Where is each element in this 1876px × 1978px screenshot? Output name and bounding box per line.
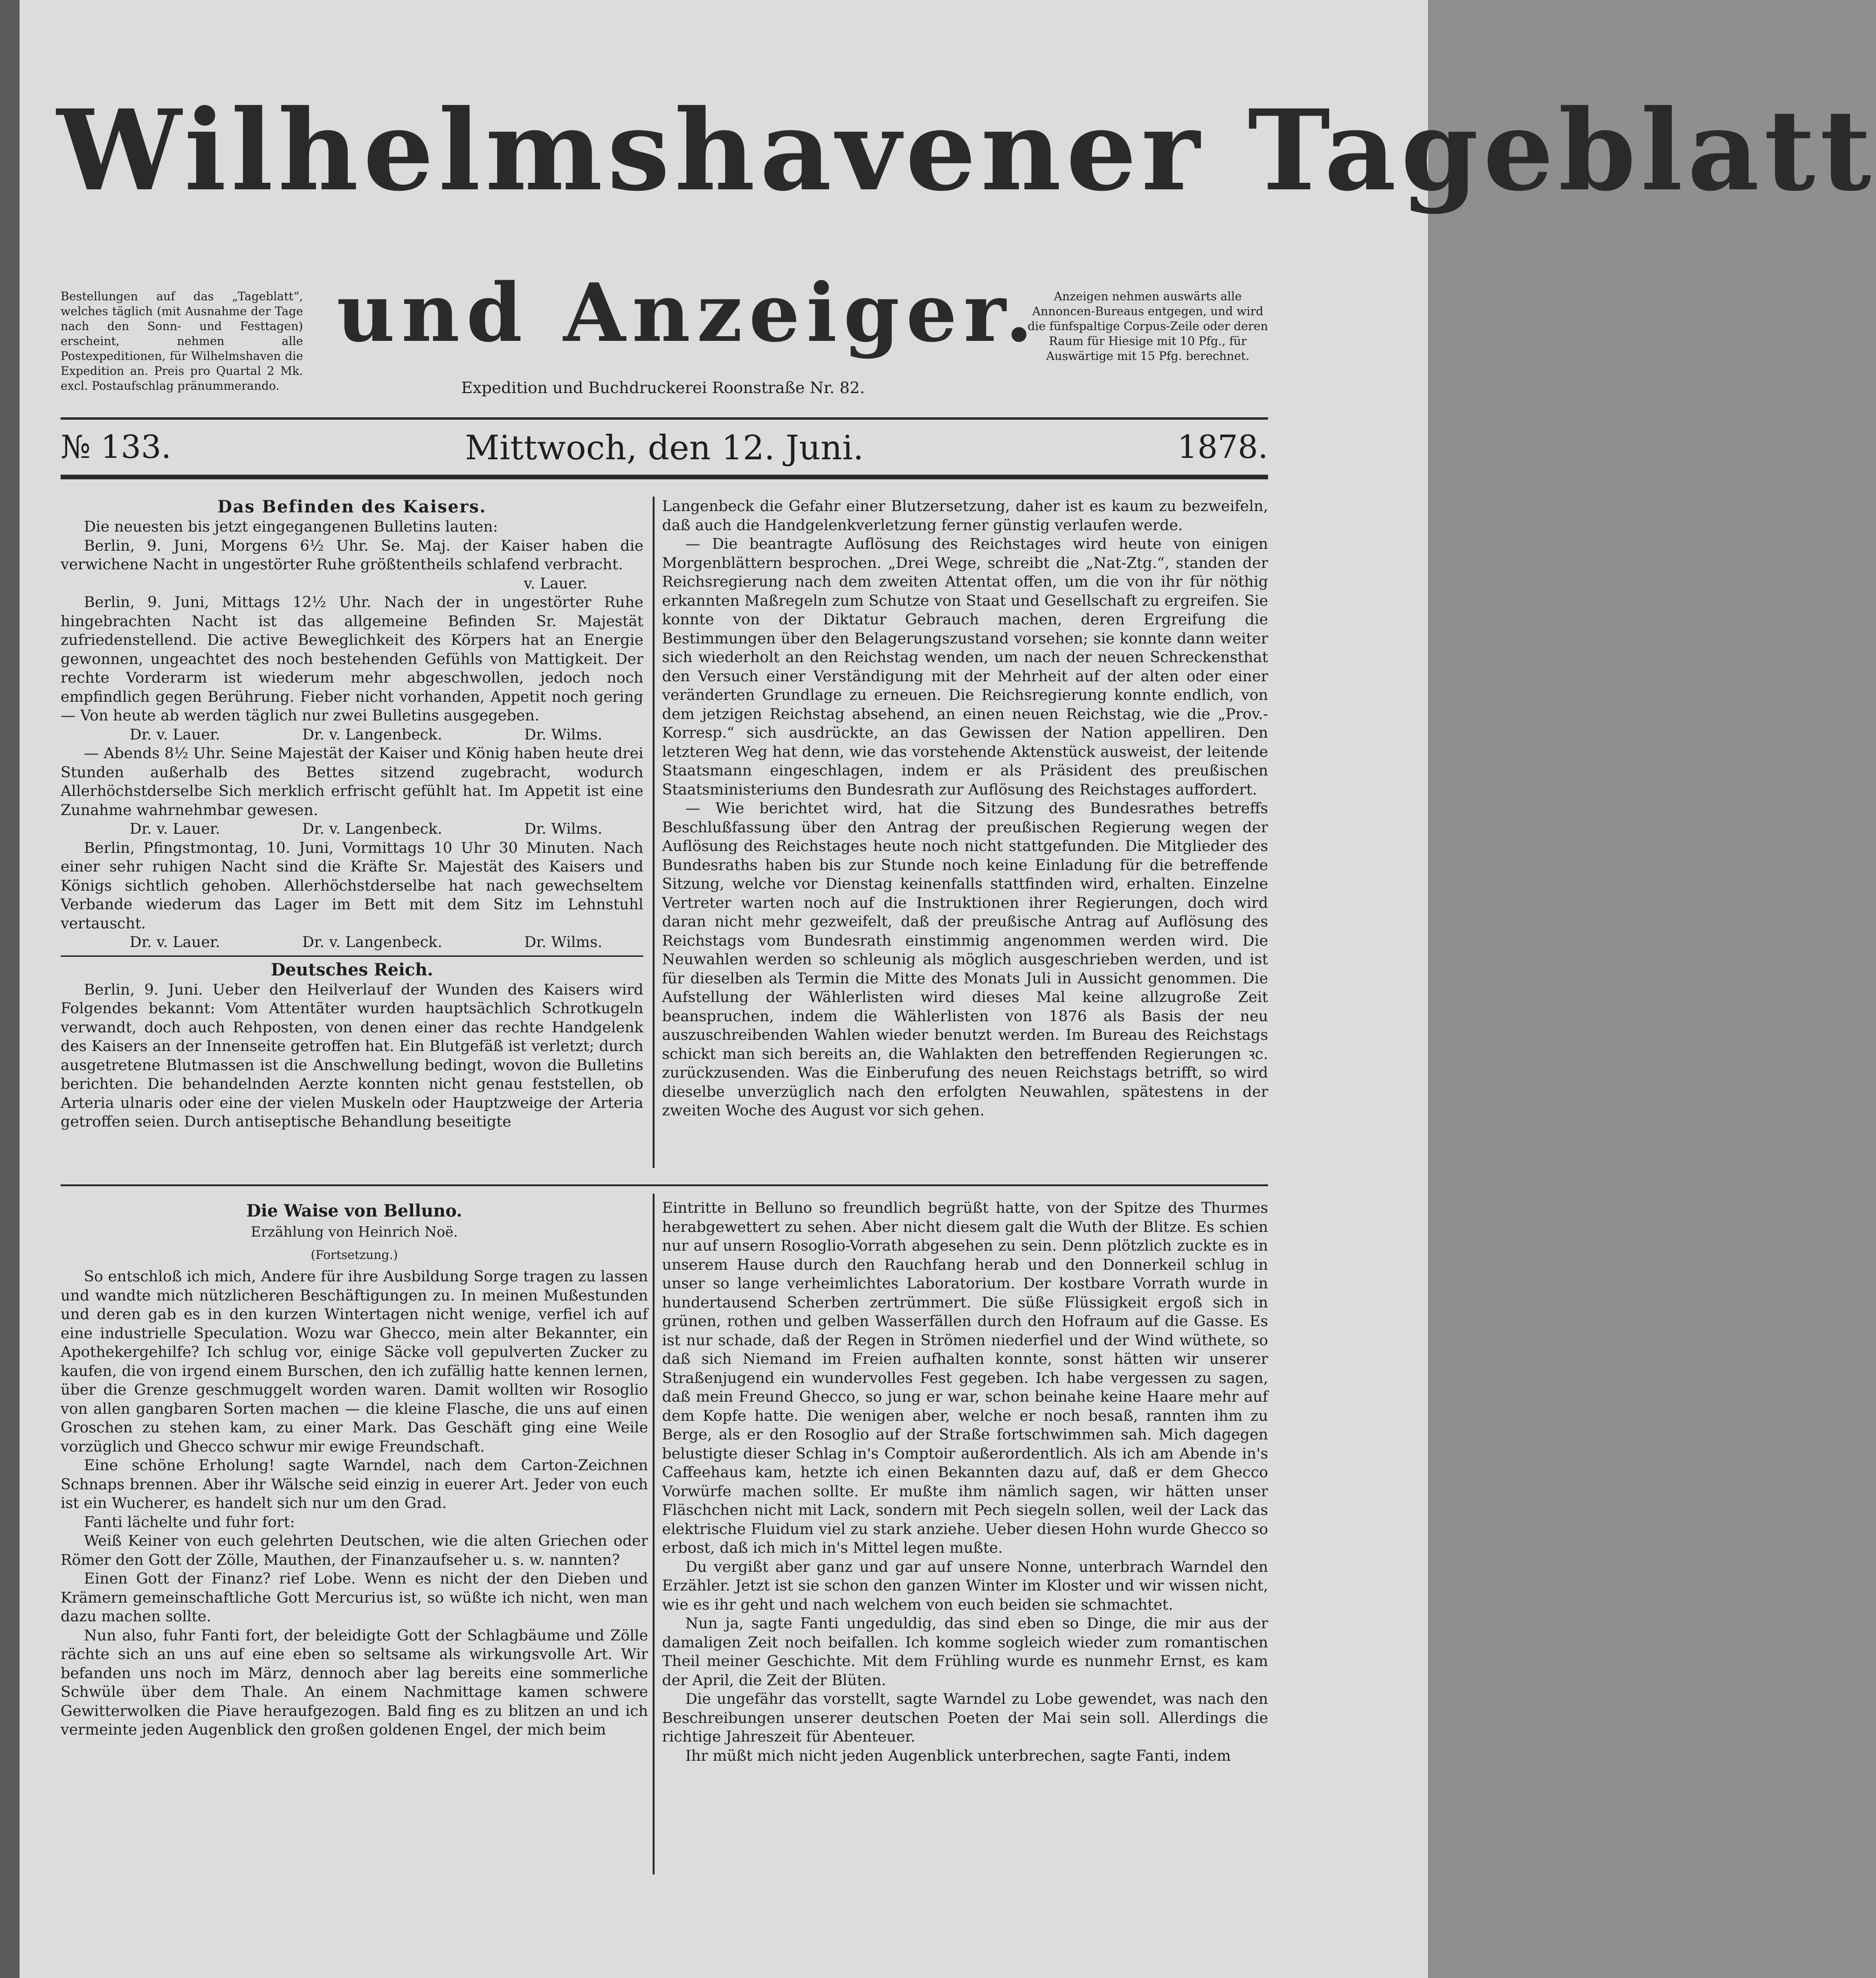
header-rule-bottom [61,475,1268,479]
column-divider-bottom [653,1194,655,1874]
story-continuation: (Fortsetzung.) [310,1248,398,1262]
bundesrat-paragraph: — Wie berichtet wird, hat die Sitzung des Bundesrathes betreffs Beschlußfassung über den Antrag der preußischen Regierung wegen der Auflösung des Reichstages heute noch nicht stattgefunden. Die Mitglieder des Bundesraths haben bis zur Stunde noch keine Einladung für die betreffende Sitzung, welche vor Dienstag keinenfalls stattfinden wird, erhalten. Einzelne Vertreter warten noch auf die Instruktionen ihrer Regierungen, doch wird daran nicht mehr gezweifelt, daß der preußische Antrag auf Auflösung des Reichstags vom Bundesrath einstimmig angenommen werden wird. Die Neuwahlen werden so schleunig als möglich ausgeschrieben werden, und ist für dieselben als Termin die Mitte des Monats Juli in Aussicht genommen. Die Aufstellung der Wählerlisten wird dieses Mal keine allzugroße Zeit beanspruchen, indem die Wählerlisten von 1876 als Basis der neu auszuschreibenden Wahlen wieder benutzt werden. Im Bureau des Reichstags schickt man sich bereits an, die Wahlakten den betreffenden Regierungen ꝛc. zurückzusenden. Was die Einberufung des neuen Reichstags betrifft, so wird dieselbe unverzüglich nach den erfolgten Neuwahlen, spätestens in der zweiten Woche des August vor sich gehen. [662,799,1268,1119]
kaiser-heading: Das Befinden des Kaisers. [217,497,487,517]
kaiser-signatures-2 [61,725,643,744]
issue-number: № 133. [61,429,172,466]
signature-lauer: Dr. v. Lauer. [129,725,221,743]
kaiser-signatures-4 [61,933,643,952]
issue-year: 1878. [1177,429,1268,466]
langenbeck-paragraph: Langenbeck die Gefahr einer Blutzersetzung, daher ist es kaum zu bezweifeln, daß auch die Handgelenkverletzung ferner günstig verlaufen werde. [662,497,1268,534]
reich-paragraph: Berlin, 9. Juni. Ueber den Heilverlauf der Wunden des Kaisers wird Folgendes bekannt: Vom Attentäter wurden hauptsächlich Schrotkugeln verwandt, doch auch Rehposten, von denen einer das rechte Handgelenk des Kaisers an der Innenseite getroffen hat. Ein Blutgefäß ist verletzt; durch ausgetretene Blutmassen ist die Anschwellung bedingt, wovon die Bulletins berichten. Die behandelnden Aerzte konnten nicht genau feststellen, ob Arteria ulnaris oder eine der vielen Muskeln oder Hauptzweige der Arteria getroffen seien. Durch antiseptische Behandlung beseitigte [61,980,643,1130]
expedition-line: Expedition und Buchdruckerei Roonstraße Nr. 82. [461,379,865,397]
signature-lauer: Dr. v. Lauer. [129,820,221,837]
kaiser-bulletin-4: Berlin, Pfingstmontag, 10. Juni, Vormittags 10 Uhr 30 Minuten. Nach einer sehr ruhigen Nacht sind die Kräfte Sr. Majestät des Kaisers und Königs sichtlich gehoben. Allerhöchstderselbe hat nach gewechseltem Verbande wiederum das Lager im Bett mit dem Sitz im Lehnstuhl vertauscht. [61,838,643,932]
masthead-title: Wilhelmshavener Tageblatt [57,86,1876,216]
signature-wilms: Dr. Wilms. [524,820,602,837]
kaiser-signatures-3 [61,819,643,838]
column-right-top [662,497,1268,1120]
signature-langenbeck: Dr. v. Langenbeck. [302,725,442,743]
story-column-left [61,1201,648,1739]
story-paragraph-1: So entschloß ich mich, Andere für ihre Ausbildung Sorge tragen zu lassen und wandte mich nützlicheren Beschäftigungen zu. In meinen Mußestunden und deren gab es in den kurzen Wintertagen nicht wenige, verfiel ich auf eine industrielle Speculation. Wozu war Ghecco, mein alter Bekannter, ein Apothekergehilfe? Ich schlug vor, einige Säcke voll gepulverten Zucker zu kaufen, die von irgend einem Burschen, den ich zufällig hatte kennen lernen, über die Grenze geschmuggelt worden waren. Damit wollten wir Rosoglio von allen gangbaren Sorten machen — die kleine Flasche, die uns auf einen Groschen zu stehen kam, zu einer Mark. Das Geschäft ging eine Weile vorzüglich und Ghecco schwur mir ewige Freundschaft. [61,1267,648,1455]
feuilleton-rule [61,1184,1268,1186]
column-left-top [61,497,643,1131]
signature-langenbeck: Dr. v. Langenbeck. [302,933,442,951]
header-rule-top [61,417,1268,420]
story-paragraph-9: Nun ja, sagte Fanti ungeduldig, das sind eben so Dinge, die mir aus der damaligen Zeit noch beifallen. Ich komme sogleich wieder zum romantischen Theil meiner Geschichte. Mit dem Frühling wurde es nunmehr Ernst, es kam der April, die Zeit der Blüten. [662,1614,1268,1689]
signature-wilms: Dr. Wilms. [524,725,602,743]
story-paragraph-8: Du vergißt aber ganz und gar auf unsere Nonne, unterbrach Warndel den Erzähler. Jetzt ist sie schon den ganzen Winter im Kloster und wir wissen nicht, wie es ihr geht und nach welchem von euch beiden sie schmachtet. [662,1557,1268,1613]
book-spine [0,0,20,1978]
kaiser-bulletin-3: — Abends 8½ Uhr. Seine Majestät der Kaiser und König haben heute drei Stunden außerhalb des Bettes sitzend zugebracht, wodurch Allerhöchstderselbe Sich merklich erfrischt gefühlt hat. Im Appetit ist eine Zunahme wahrnehmbar gewesen. [61,744,643,819]
signature-wilms: Dr. Wilms. [524,933,602,951]
kaiser-bulletin-1: Berlin, 9. Juni, Morgens 6½ Uhr. Se. Maj. der Kaiser haben die verwichene Nacht in ungestörter Ruhe größtentheils schlafend verbracht. [61,536,643,573]
kaiser-intro: Die neuesten bis jetzt eingegangenen Bulletins lauten: [84,518,498,535]
story-paragraph-2: Eine schöne Erholung! sagte Warndel, nach dem Carton-Zeichnen Schnaps brennen. Aber ihr Wälsche seid einzig in euerer Art. Jeder von euch ist ein Wucherer, es handelt sich nur um den Grad. [61,1456,648,1512]
subscription-notice: Bestellungen auf das „Tageblatt“, welches täglich (mit Ausnahme der Tage nach den Sonn- und Festtagen) erscheint, nehmen alle Postexpeditionen, für Wilhelmshaven die Expedition an. Preis pro Quartal 2 Mk. excl. Postaufschlag pränummerando. [61,290,303,393]
reich-heading: Deutsches Reich. [270,960,434,980]
signature-lauer: Dr. v. Lauer. [129,933,221,951]
kaiser-signature-1: v. Lauer. [524,574,587,592]
story-paragraph-4: Weiß Keiner von euch gelehrten Deutschen, wie die alten Griechen oder Römer den Gott der Zölle, Mauthen, der Finanzaufseher u. s. w. nannten? [61,1532,648,1569]
kaiser-bulletin-2: Berlin, 9. Juni, Mittags 12½ Uhr. Nach der in ungestörter Ruhe hingebrachten Nacht ist das allgemeine Befinden Sr. Majestät zufriedenstellend. Die active Beweglichkeit des Körpers hat an Energie gewonnen, ungeachtet des noch bestehenden Gefühls von Mattigkeit. Der rechte Vorderarm ist wiederum mehr abgeschwollen, jedoch noch empfindlich gegen Berührung. Fieber nicht vorhanden, Appetit noch gering — Von heute ab werden täglich nur zwei Bulletins ausgegeben. [61,593,643,724]
signature-langenbeck: Dr. v. Langenbeck. [302,820,442,837]
story-title: Die Waise von Belluno. [246,1201,462,1221]
masthead-subtitle: und Anzeiger. [337,265,1040,360]
story-paragraph-6: Nun also, fuhr Fanti fort, der beleidigte Gott der Schlagbäume und Zölle rächte sich an uns auf eine eben so seltsame als wirkungsvolle Art. Wir befanden uns noch im März, dennoch aber lag bereits eine sommerliche Schwüle über dem Thale. An einem Nachmittage kamen schwere Gewitterwolken die Piave heraufgezogen. Bald fing es zu blitzen an und ich vermeinte jeden Augenblick den großen goldenen Engel, der mich beim [61,1626,648,1738]
advertising-notice: Anzeigen nehmen auswärts alle Annoncen-Bureaus entgegen, und wird die fünfspaltige Corpus-Zeile oder deren Raum für Hiesige mit 10 Pfg., für Auswärtige mit 15 Pfg. berechnet. [1028,290,1268,363]
story-byline: Erzählung von Heinrich Noë. [250,1224,458,1240]
issue-line [61,427,1268,469]
issue-date: Mittwoch, den 12. Juni. [465,428,864,467]
story-paragraph-10: Die ungefähr das vorstellt, sagte Warndel zu Lobe gewendet, was nach den Beschreibungen unserer deutschen Poeten der Mai sein soll. Allerdings die richtige Jahreszeit für Abenteuer. [662,1690,1268,1745]
story-paragraph-7: Eintritte in Belluno so freundlich begrüßt hatte, von der Spitze des Thurmes herabgewettert zu sehen. Aber nicht diesem galt die Wuth der Blitze. Es schien nur auf unsern Rosoglio-Vorrath abgesehen zu sein. Denn plötzlich zuckte es in unserem Hause durch den Rauchfang herab und den Donnerkeil schlug in unser so lange verheimlichtes Laboratorium. Der kostbare Vorrath wurde in hundertausend Scherben zertrümmert. Die süße Flüssigkeit ergoß sich in grünen, rothen und gelben Wasserfällen durch den Hofraum auf die Gasse. Es ist nur schade, daß der Regen in Strömen niederfiel und der Wind wüthete, so daß sich Niemand im Freien aufhalten konnte, sonst hätten wir unserer Straßenjugend ein wundervolles Fest gegeben. Ich habe vergessen zu sagen, daß mein Freund Ghecco, so jung er war, schon beinahe keine Haare mehr auf dem Kopfe hatte. Die wenigen aber, welche er noch besaß, rannten ihm zu Berge, als er den Rosoglio auf der Straße fortschwimmen sah. Mich dagegen belustigte dieser Schlag in's Comptoir außerordentlich. Als ich am Abende in's Caffeehaus kam, hetzte ich einen Bekannten dazu auf, daß er dem Ghecco Vorwürfe machen sollte. Er mußte ihm nämlich sagen, wir hätten unser Fläschchen nicht mit Lack, sondern mit Pech siegeln sollen, weil der Lack das elektrische Fluidum viel zu stark anziehe. Ueber diesen Hohn wurde Ghecco so erbost, daß ich mich in's Mittel legen mußte. [662,1199,1268,1556]
story-column-right [662,1198,1268,1765]
story-paragraph-11: Ihr müßt mich nicht jeden Augenblick unterbrechen, sagte Fanti, indem [685,1746,1231,1764]
story-paragraph-5: Einen Gott der Finanz? rief Lobe. Wenn es nicht der den Dieben und Krämern gemeinschaftliche Gott Mercurius ist, so wüßte ich nicht, wen man dazu machen sollte. [61,1570,648,1625]
section-divider [61,955,643,957]
column-divider-top [653,497,655,1168]
reichstag-paragraph: — Die beantragte Auflösung des Reichstages wird heute von einigen Morgenblättern besprochen. „Drei Wege, schreibt die „Nat-Ztg.“, standen der Reichsregierung nach dem zweiten Attentat offen, um die von ihr für nöthig erkannten Maßregeln zum Schutze von Staat und Gesellschaft zu ergreifen. Sie konnte von der Diktatur Gebrauch machen, deren Ergreifung die Bestimmungen über den Belagerungszustand vorsehen; sie konnte dann weiter sich wiederholt an den Reichstag wenden, um nach der neuen Schreckensthat den Versuch einer Verständigung mit der Mehrheit auf der alten oder einer veränderten Grundlage zu erneuen. Die Reichsregierung konnte endlich, von dem jetzigen Reichstag absehend, an einen neuen Reichstag, wie die „Prov.-Korresp.“ sich ausdrückte, an das Gewissen der Nation appelliren. Den letzteren Weg hat denn, wie das vorstehende Aktenstück ausweist, der leitende Staatsmann eingeschlagen, indem er als Präsident des preußischen Staatsministeriums den Bundesrath zur Auflösung des Reichstages auffordert. [662,535,1268,798]
newspaper-page [20,0,1876,1978]
story-paragraph-3: Fanti lächelte und fuhr fort: [84,1513,295,1531]
